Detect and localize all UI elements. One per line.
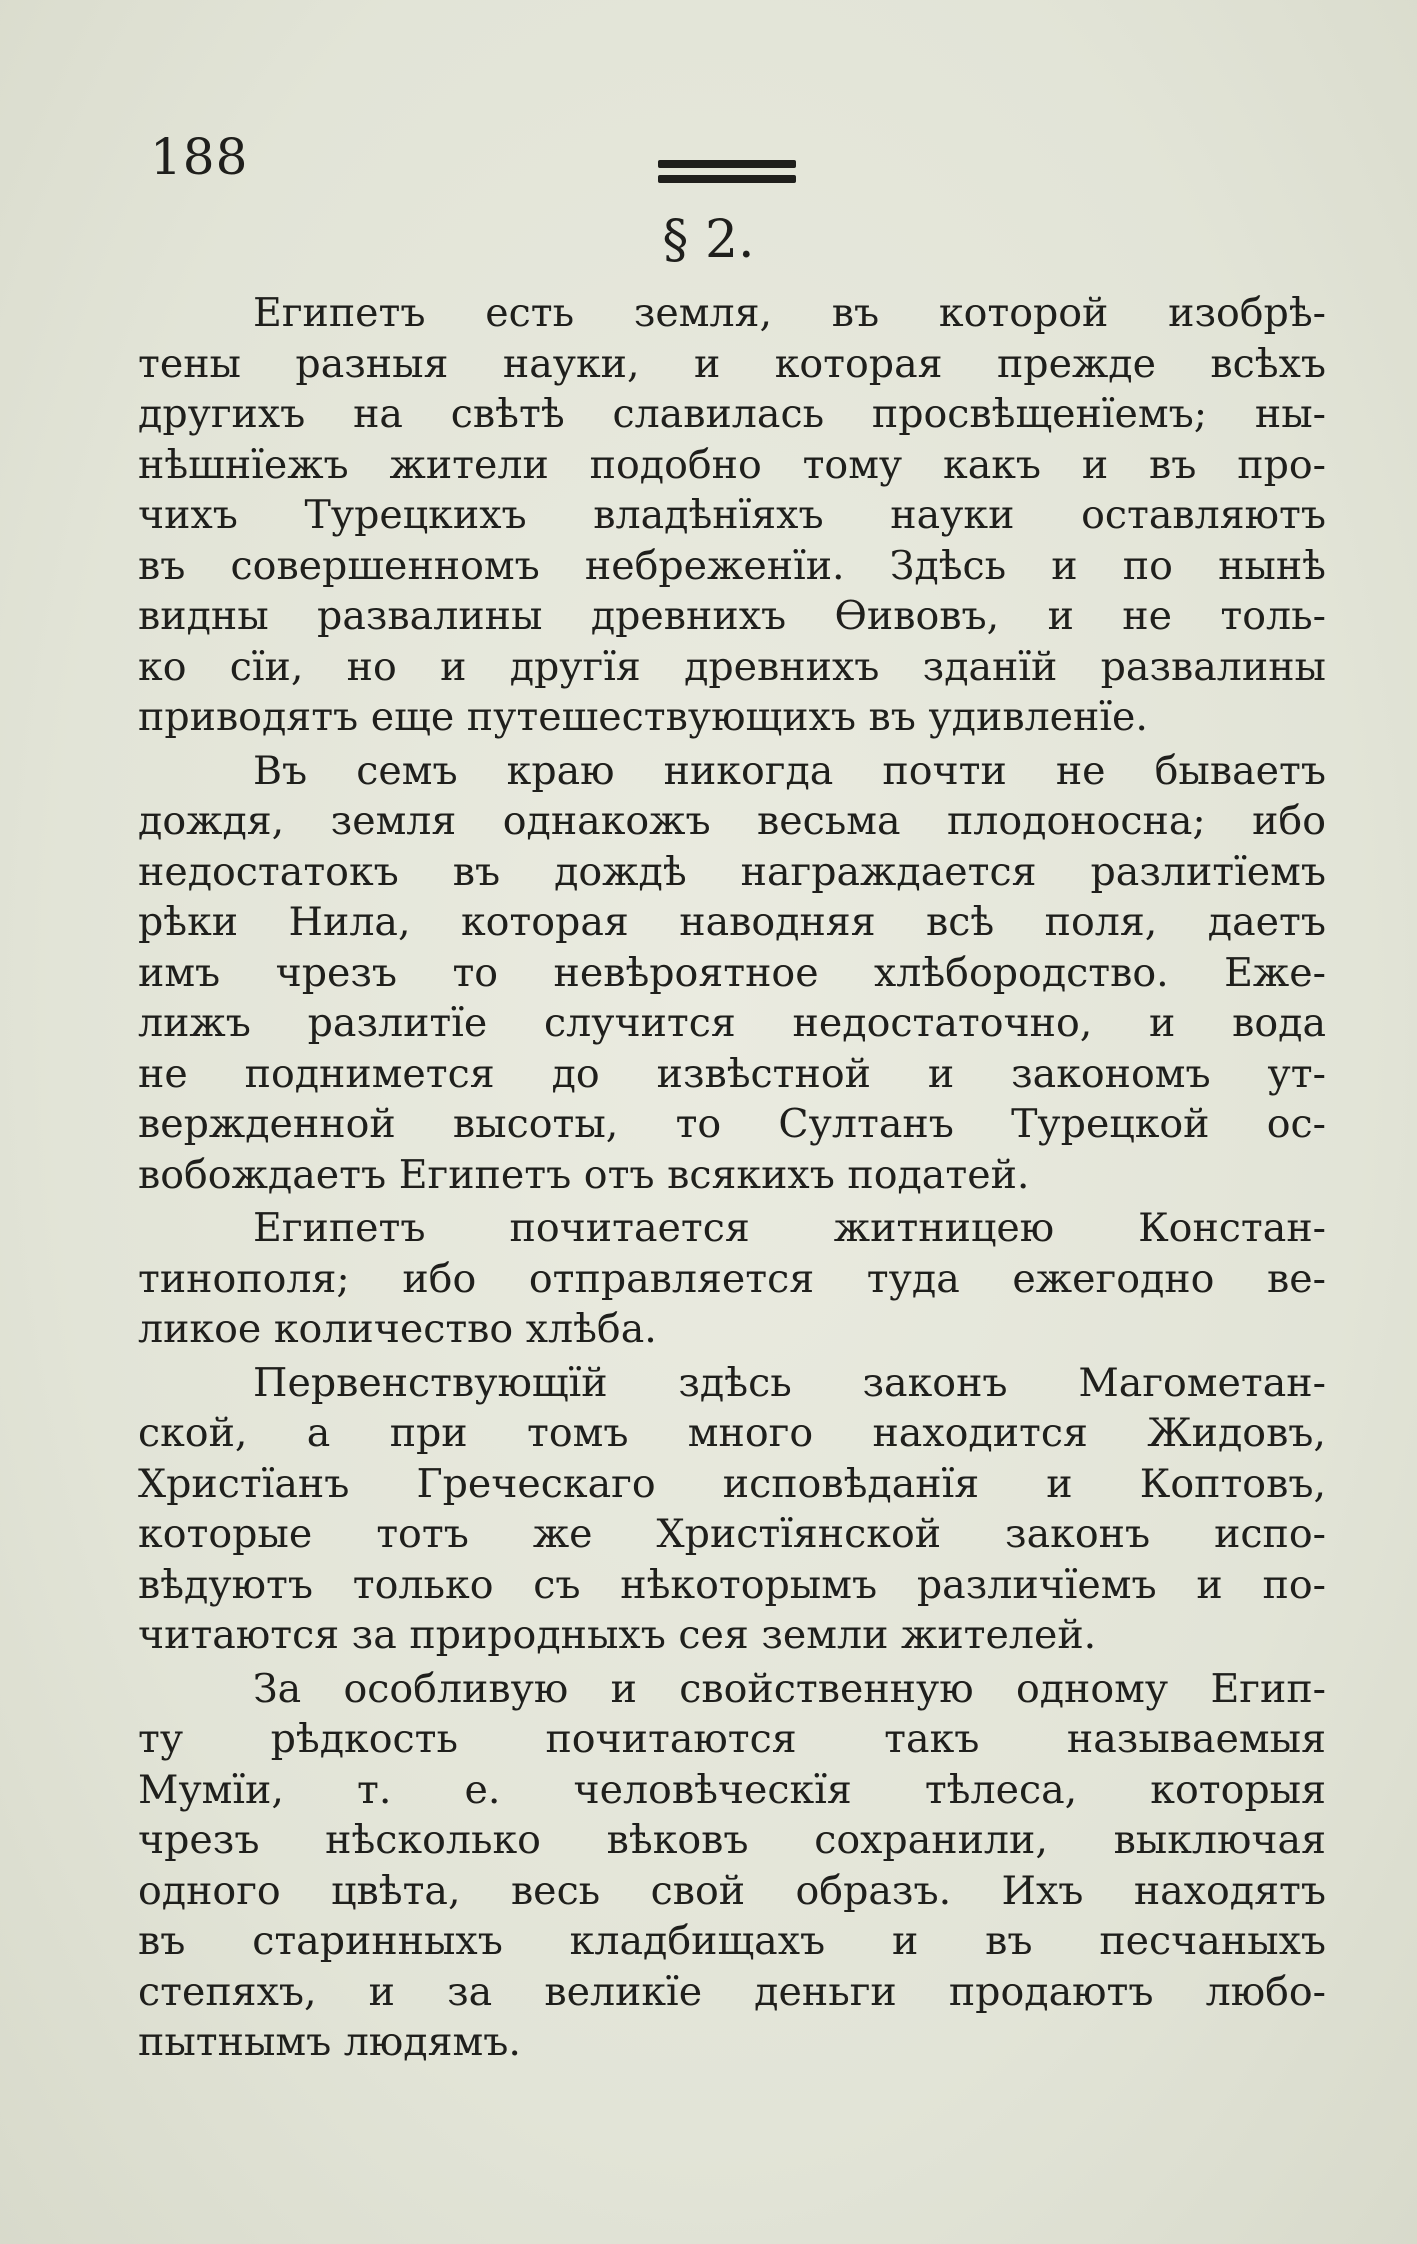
text-line: Въ семъ краю никогда почти не бываетъ (253, 747, 1326, 794)
text-line: За особливую и свойственную одному Егип- (253, 1665, 1326, 1712)
body-text (138, 288, 1326, 2071)
text-line: чрезъ нѣсколько вѣковъ сохранили, выключая (138, 1817, 1326, 1863)
page-number: 188 (150, 128, 249, 186)
text-line: вержденной высоты, то Султанъ Турецкой ос- (138, 1101, 1326, 1147)
text-line: вѣдуютъ только съ нѣкоторымъ различїемъ и по- (138, 1561, 1326, 1608)
paragraph (138, 288, 1326, 743)
text-line: рѣки Нила, которая наводняя всѣ поля, даетъ (138, 899, 1326, 945)
text-line: тены разныя науки, и которая прежде всѣхъ (138, 340, 1326, 387)
text-line: дождя, земля однакожъ весьма плодоносна; ибо (138, 798, 1326, 844)
text-line: Египетъ есть земля, въ которой изобрѣ- (253, 290, 1326, 336)
text-line: Мумїи, т. е. человѣческїя тѣлеса, которыя (138, 1766, 1326, 1813)
text-line: степяхъ, и за великїе деньги продаютъ любо- (138, 1968, 1326, 2015)
text-line: одного цвѣта, весь свой образъ. Ихъ находятъ (138, 1867, 1326, 1914)
text-line: въ старинныхъ кладбищахъ и въ песчаныхъ (138, 1918, 1326, 1964)
text-line: лижъ разлитїе случится недостаточно, и вода (138, 1000, 1326, 1046)
section-heading: § 2. (662, 210, 755, 270)
text-line: въ совершенномъ небреженїи. Здѣсь и по нынѣ (138, 542, 1326, 589)
paragraph (138, 746, 1326, 1201)
text-line: приводятъ еще путешествующихъ въ удивленїе. (138, 694, 1148, 740)
header-double-rule (658, 160, 796, 186)
paragraph (138, 1203, 1326, 1355)
text-line: чихъ Турецкихъ владѣнїяхъ науки оставляютъ (138, 492, 1326, 538)
text-line: ко сїи, но и другїя древнихъ зданїй развалины (138, 643, 1326, 690)
rule-line-top (658, 160, 796, 168)
text-line: не поднимется до извѣстной и закономъ ут- (138, 1050, 1326, 1097)
paragraph (138, 1664, 1326, 2068)
paragraph (138, 1358, 1326, 1661)
text-line: читаются за природныхъ сея земли жителей. (138, 1612, 1097, 1658)
text-line: Египетъ почитается житницею Констан- (253, 1205, 1326, 1251)
rule-line-bottom (658, 175, 796, 183)
text-line: ликое количество хлѣба. (138, 1306, 657, 1352)
text-line: Христїанъ Греческаго исповѣданїя и Коптовъ, (138, 1460, 1326, 1507)
text-line: ту рѣдкость почитаются такъ называемыя (138, 1716, 1326, 1762)
text-line: недостатокъ въ дождѣ награждается разлитїемъ (138, 848, 1326, 895)
text-line: видны развалины древнихъ Ѳивовъ, и не толь- (138, 593, 1326, 639)
text-line: пытнымъ людямъ. (138, 2019, 521, 2065)
text-line: которые тотъ же Христїянской законъ испо- (138, 1511, 1326, 1557)
text-line: нѣшнїежъ жители подобно тому какъ и въ про- (138, 441, 1326, 488)
text-line: имъ чрезъ то невѣроятное хлѣбородство. Еже- (138, 949, 1326, 996)
text-line: тинополя; ибо отправляется туда ежегодно ве- (138, 1255, 1326, 1302)
text-line: ской, а при томъ много находится Жидовъ, (138, 1410, 1326, 1456)
text-line: вобождаетъ Египетъ отъ всякихъ податей. (138, 1151, 1030, 1198)
text-line: Первенствующїй здѣсь законъ Магометан- (253, 1359, 1326, 1406)
text-line: другихъ на свѣтѣ славилась просвѣщенїемъ; ны- (138, 391, 1326, 437)
